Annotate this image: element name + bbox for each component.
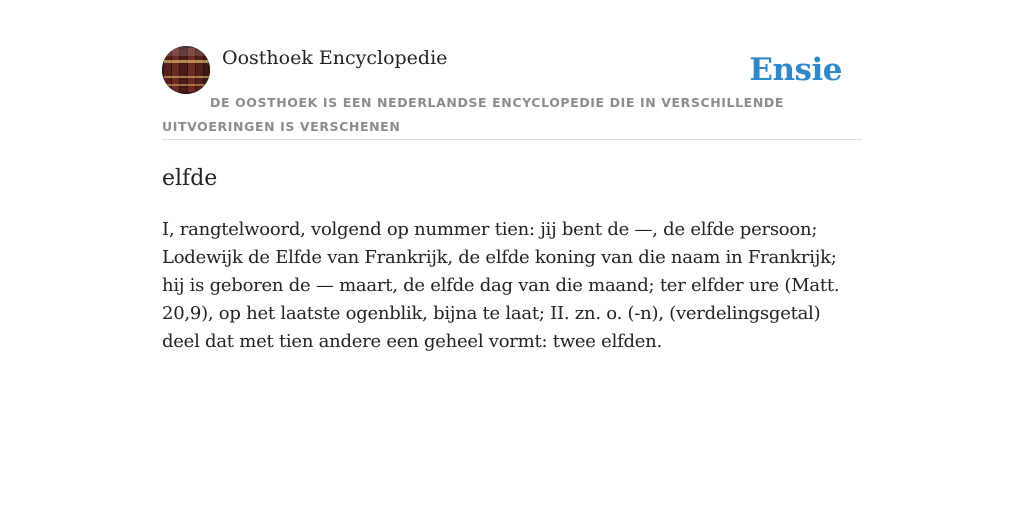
entry-definition: I, rangtelwoord, volgend op nummer tien: jij bent de —, de elfde persoon; Lodewijk de Elfde van Frankrijk, de elfde koning van die naam in Frankrijk; hij is geboren de — maart, de elfde dag van die maand; ter elfder ure (Matt. 20,9), op het laatste ogenblik, bijna te laat; II. zn. o. (-n), (verdelingsgetal) deel dat met tien andere een geheel vormt: twee elfden.	[162, 219, 840, 352]
encyclopedia-books-icon	[162, 46, 210, 94]
site-title[interactable]: Oosthoek Encyclopedie	[222, 47, 448, 69]
brand-logo[interactable]: Ensie	[749, 52, 842, 88]
avatar[interactable]	[162, 46, 210, 94]
site-tagline: DE OOSTHOEK IS EEN NEDERLANDSE ENCYCLOPEDIE DIE IN VERSCHILLENDE UITVOERINGEN IS VERSCHENEN	[162, 95, 784, 134]
header-divider	[162, 139, 862, 140]
entry-title: elfde	[162, 166, 218, 191]
